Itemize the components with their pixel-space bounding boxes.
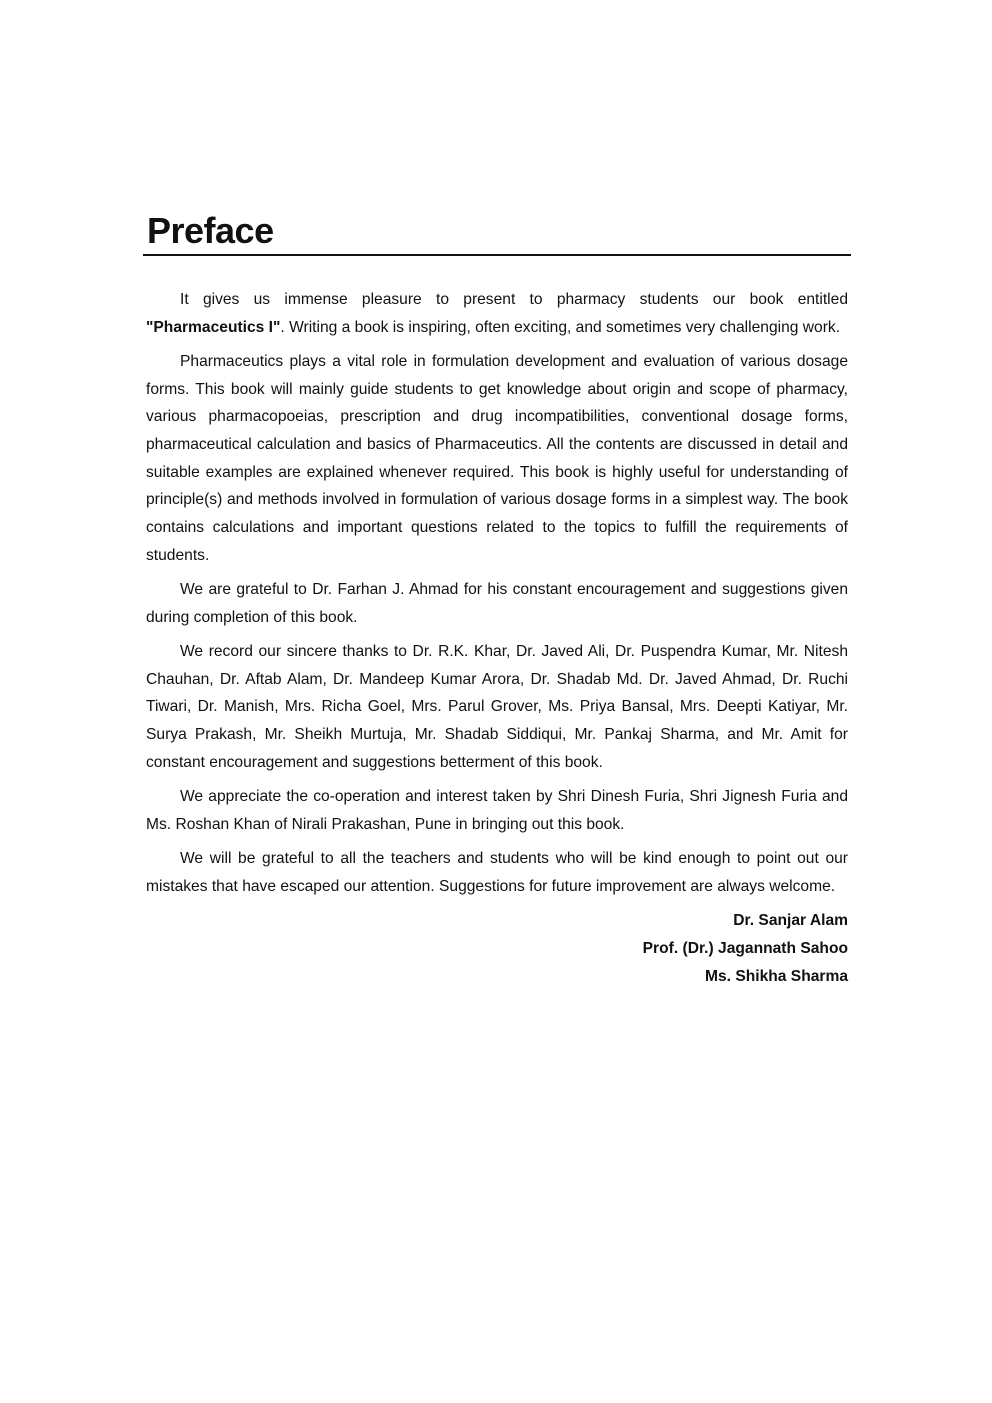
paragraph: We appreciate the co-operation and interest taken by Shri Dinesh Furia, Shri Jignesh Furia and Ms. Roshan Khan of Nirali Prakashan, Pune in bringing out this book. (146, 787, 848, 833)
preface-page (146, 208, 848, 991)
author-name: Prof. (Dr.) Jagannath Sahoo (642, 939, 848, 957)
author-name: Ms. Shikha Sharma (705, 967, 848, 985)
page-title: Preface (147, 210, 274, 251)
paragraph (146, 286, 848, 341)
text: . Writing a book is inspiring, often exciting, and sometimes very challenging work. (280, 318, 841, 336)
paragraph: Pharmaceutics plays a vital role in formulation development and evaluation of various dosage forms. This book will mainly guide students to get knowledge about origin and scope of pharmacy, various pharmacopoeias, prescription and drug incompatibilities, conventional dosage forms, pharmaceutical calculation and basics of Pharmaceutics. All the contents are discussed in detail and suitable examples are explained whenever required. This book is highly useful for understanding of principle(s) and methods involved in formulation of various dosage forms in a simplest way. The book contains calculations and important questions related to the topics to fulfill the requirements of students. (146, 352, 848, 564)
author-signatures (146, 907, 848, 991)
paragraph: We will be grateful to all the teachers and students who will be kind enough to point out our mistakes that have escaped our attention. Suggestions for future improvement are always welcome. (146, 849, 848, 895)
author-name: Dr. Sanjar Alam (733, 911, 848, 929)
book-title: "Pharmaceutics I" (146, 318, 281, 336)
preface-body (146, 286, 848, 900)
title-rule (143, 254, 851, 256)
text: It gives us immense pleasure to present to pharmacy students our book entitled (180, 291, 848, 308)
paragraph: We are grateful to Dr. Farhan J. Ahmad for his constant encouragement and suggestions given during completion of this book. (146, 581, 848, 626)
paragraph: We record our sincere thanks to Dr. R.K. Khar, Dr. Javed Ali, Dr. Puspendra Kumar, Mr. Nitesh Chauhan, Dr. Aftab Alam, Dr. Mandeep Kumar Arora, Dr. Shadab Md. Dr. Javed Ahmad, Dr. Ruchi Tiwari, Dr. Manish, Mrs. Richa Goel, Mrs. Parul Grover, Ms. Priya Bansal, Mrs. Deepti Katiyar, Mr. Surya Prakash, Mr. Sheikh Murtuja, Mr. Shadab Siddiqui, Mr. Pankaj Sharma, and Mr. Amit for constant encouragement and suggestions betterment of this book. (146, 642, 848, 771)
